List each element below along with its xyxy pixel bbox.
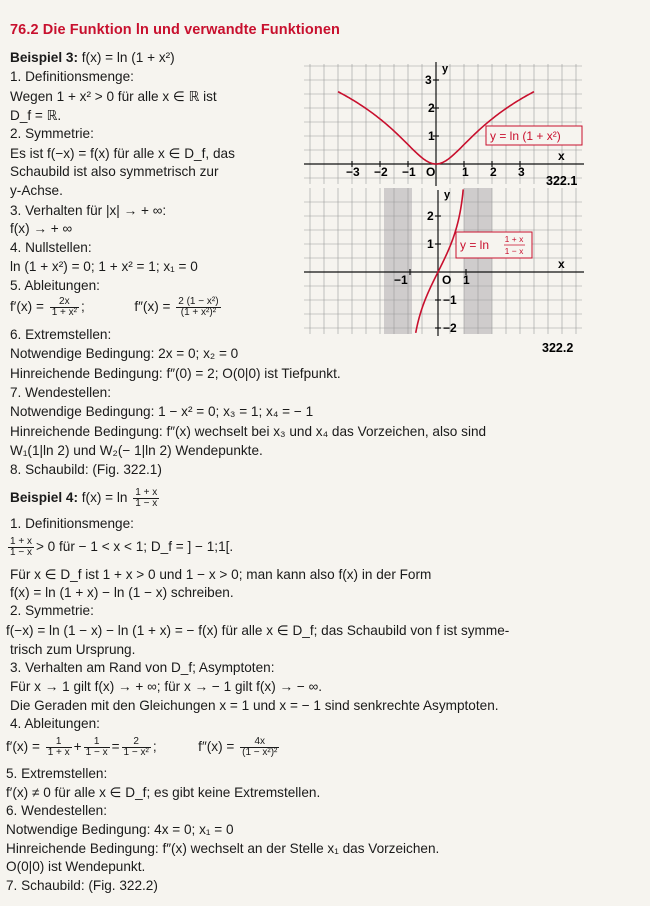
- denominator: 1 + x: [47, 747, 70, 758]
- ex3-line: 3. Verhalten für |x| → + ∞:: [10, 203, 167, 218]
- example4-heading: [10, 488, 161, 509]
- x-axis-label: x: [558, 257, 565, 271]
- ex3-line: y-Achse.: [10, 183, 63, 198]
- ex3-first-derivative-label: f′(x) =: [10, 299, 44, 315]
- ex4-line: 7. Schaubild: (Fig. 322.2): [6, 878, 158, 893]
- curve-ln-quotient: [416, 189, 464, 332]
- denominator: 1 − x: [85, 747, 108, 758]
- ex4-line: 5. Extremstellen:: [6, 766, 108, 781]
- numerator: 1 + x: [10, 536, 32, 547]
- y-tick-1: 1: [427, 237, 434, 251]
- example3-function: f(x) = ln (1 + x²): [81, 50, 175, 65]
- ex3-first-derivative-fraction: [50, 297, 79, 318]
- ex4-line: 2. Symmetrie:: [10, 603, 94, 618]
- ex4-second-derivative-label: f″(x) =: [198, 739, 235, 755]
- numerator: 2: [122, 737, 151, 748]
- figure-322-1-graph: [300, 56, 600, 188]
- y-tick-neg1: −1: [443, 293, 457, 307]
- x-tick-2: 2: [490, 165, 497, 179]
- x-tick-neg1: −1: [394, 273, 408, 287]
- curve-label: y = ln (1 + x²): [490, 129, 561, 143]
- ex4-fraction-2: [84, 737, 110, 758]
- x-tick-1: 1: [463, 273, 470, 287]
- denominator: 1 − x²: [123, 747, 149, 758]
- ex4-line: Für x → 1 gilt f(x) → + ∞; für x → − 1 gilt f(x) → − ∞.: [10, 679, 323, 694]
- y-tick-neg2: −2: [443, 321, 457, 335]
- denominator: (1 − x²)²: [242, 747, 278, 758]
- figure-322-2: [300, 186, 600, 356]
- y-axis-label: y: [444, 189, 451, 201]
- figure-322-1: [300, 56, 600, 188]
- ex4-derivatives: f′(x) = $\frac{1}{1 + x}$ + $\frac{1}{1 - x}$ = $\frac{2}{\text{1 − x²}}$ ; f″(x) = $\frac{4x}{\text{(1 − x²)²}}$: [6, 736, 278, 758]
- ex3-line: Notwendige Bedingung: 1 − x² = 0; x₃ = 1; x₄ = − 1: [10, 404, 314, 419]
- curve-label-prefix: y = ln: [460, 238, 490, 252]
- ex3-line: 6. Extremstellen:: [10, 327, 112, 342]
- figure-id: 322.1: [546, 174, 578, 188]
- y-tick-2: 2: [427, 209, 434, 223]
- x-tick-neg1: −1: [402, 165, 416, 179]
- ex4-line: O(0|0) ist Wendepunkt.: [6, 859, 146, 874]
- ex3-line: 4. Nullstellen:: [10, 240, 92, 255]
- ex3-line: D_f = ℝ.: [10, 108, 62, 123]
- denominator: 1 − x: [10, 547, 32, 558]
- ex3-line: 5. Ableitungen:: [10, 278, 100, 293]
- ex4-line: 3. Verhalten am Rand von D_f; Asymptoten:: [10, 660, 275, 675]
- ex3-line: Schaubild ist also symmetrisch zur: [10, 164, 219, 179]
- ex4-line: 4. Ableitungen:: [10, 716, 100, 731]
- x-axis-label: x: [558, 149, 565, 163]
- ex3-second-derivative-label: f″(x) =: [134, 299, 171, 315]
- ex4-line: Hinreichende Bedingung: f″(x) wechselt an der Stelle x₁ das Vorzeichen.: [6, 841, 440, 856]
- ex3-line: 7. Wendestellen:: [10, 385, 112, 400]
- ex3-line: Hinreichende Bedingung: f″(0) = 2; O(0|0) ist Tiefpunkt.: [10, 366, 341, 381]
- ex3-line: f(x) → + ∞: [10, 221, 73, 236]
- numerator: 1 + x: [135, 487, 158, 498]
- ex4-line: 1. Definitionsmenge:: [10, 516, 134, 531]
- ex3-line: Wegen 1 + x² > 0 für alle x ∈ ℝ ist: [10, 89, 217, 104]
- example4-function-prefix: f(x) = ln: [81, 490, 128, 506]
- ex4-line: Notwendige Bedingung: 4x = 0; x₁ = 0: [6, 822, 234, 837]
- numerator: 2x: [50, 297, 79, 308]
- section-header: 76.2 Die Funktion ln und verwandte Funktionen: [10, 22, 340, 38]
- x-tick-1: 1: [462, 165, 469, 179]
- ex3-line: Notwendige Bedingung: 2x = 0; x₂ = 0: [10, 346, 239, 361]
- denominator: (1 + x²)²: [180, 307, 217, 318]
- ex4-domain-text: > 0 für − 1 < x < 1; D_f = ] − 1;1[.: [35, 539, 234, 555]
- y-tick-2: 2: [428, 101, 435, 115]
- y-tick-3: 3: [425, 73, 432, 87]
- ex3-line: 2. Symmetrie:: [10, 126, 94, 141]
- ex4-second-derivative-fraction: [240, 737, 279, 758]
- figure-id: 322.2: [542, 341, 574, 355]
- curve-label-denominator: 1 − x: [504, 246, 524, 256]
- ex4-line: f′(x) ≠ 0 für alle x ∈ D_f; es gibt keine Extremstellen.: [6, 785, 321, 800]
- ex3-line: ln (1 + x²) = 0; 1 + x² = 1; x₁ = 0: [10, 259, 198, 274]
- ex4-domain-fraction: [8, 537, 34, 558]
- ex4-fraction-1: [46, 737, 72, 758]
- ex3-line: Hinreichende Bedingung: f″(x) wechselt bei x₃ und x₄ das Vorzeichen, also sind: [10, 424, 487, 439]
- numerator: 1: [46, 737, 72, 748]
- ex4-line: trisch zum Ursprung.: [10, 642, 136, 657]
- numerator: 1: [84, 737, 110, 748]
- ex4-line: f(x) = ln (1 + x) − ln (1 − x) schreiben.: [10, 585, 234, 600]
- origin-label: O: [426, 165, 436, 179]
- example4-title: Beispiel 4:: [10, 490, 78, 506]
- x-tick-neg2: −2: [374, 165, 388, 179]
- ex3-line: 8. Schaubild: (Fig. 322.1): [10, 462, 162, 477]
- origin-label: O: [442, 273, 452, 287]
- denominator: 1 − x: [135, 498, 158, 509]
- example4-function-fraction: [133, 488, 159, 509]
- numerator: 2 (1 − x²): [178, 296, 219, 307]
- numerator: 4x: [240, 737, 279, 748]
- y-tick-1: 1: [428, 129, 435, 143]
- ex4-line: 6. Wendestellen:: [6, 803, 108, 818]
- example3-heading: [10, 50, 175, 66]
- example3-title: Beispiel 3:: [10, 50, 78, 65]
- ex3-line: Es ist f(−x) = f(x) für alle x ∈ D_f, das: [10, 146, 235, 161]
- ex4-first-derivative-label: f′(x) =: [6, 739, 40, 755]
- y-axis-label: y: [442, 63, 449, 75]
- ex4-fraction-3: [122, 737, 151, 758]
- ex4-line: Für x ∈ D_f ist 1 + x > 0 und 1 − x > 0; man kann also f(x) in der Form: [10, 567, 432, 582]
- x-tick-3: 3: [518, 165, 525, 179]
- ex3-derivatives: f′(x) = $\frac{2x}{\text{1 + x²}}$ ; f″(x) = $\frac{\text{2 (1 − x²)}}{\text{(1 + x²)²}}$: [10, 296, 219, 318]
- ex4-domain-line: [6, 537, 233, 558]
- denominator: 1 + x²: [51, 307, 77, 318]
- curve-label-numerator: 1 + x: [504, 234, 524, 244]
- ex4-line: f(−x) = ln (1 − x) − ln (1 + x) = − f(x) für alle x ∈ D_f; das Schaubild von f ist symme-: [6, 623, 510, 638]
- ex4-line: Die Geraden mit den Gleichungen x = 1 und x = − 1 sind senkrechte Asymptoten.: [10, 698, 499, 713]
- ex3-line: 1. Definitionsmenge:: [10, 69, 134, 84]
- figure-322-2-graph: [300, 186, 600, 356]
- x-tick-neg3: −3: [346, 165, 360, 179]
- ex3-second-derivative-fraction: [176, 297, 220, 318]
- ex3-line: W₁(1|ln 2) und W₂(− 1|ln 2) Wendepunkte.: [10, 443, 263, 458]
